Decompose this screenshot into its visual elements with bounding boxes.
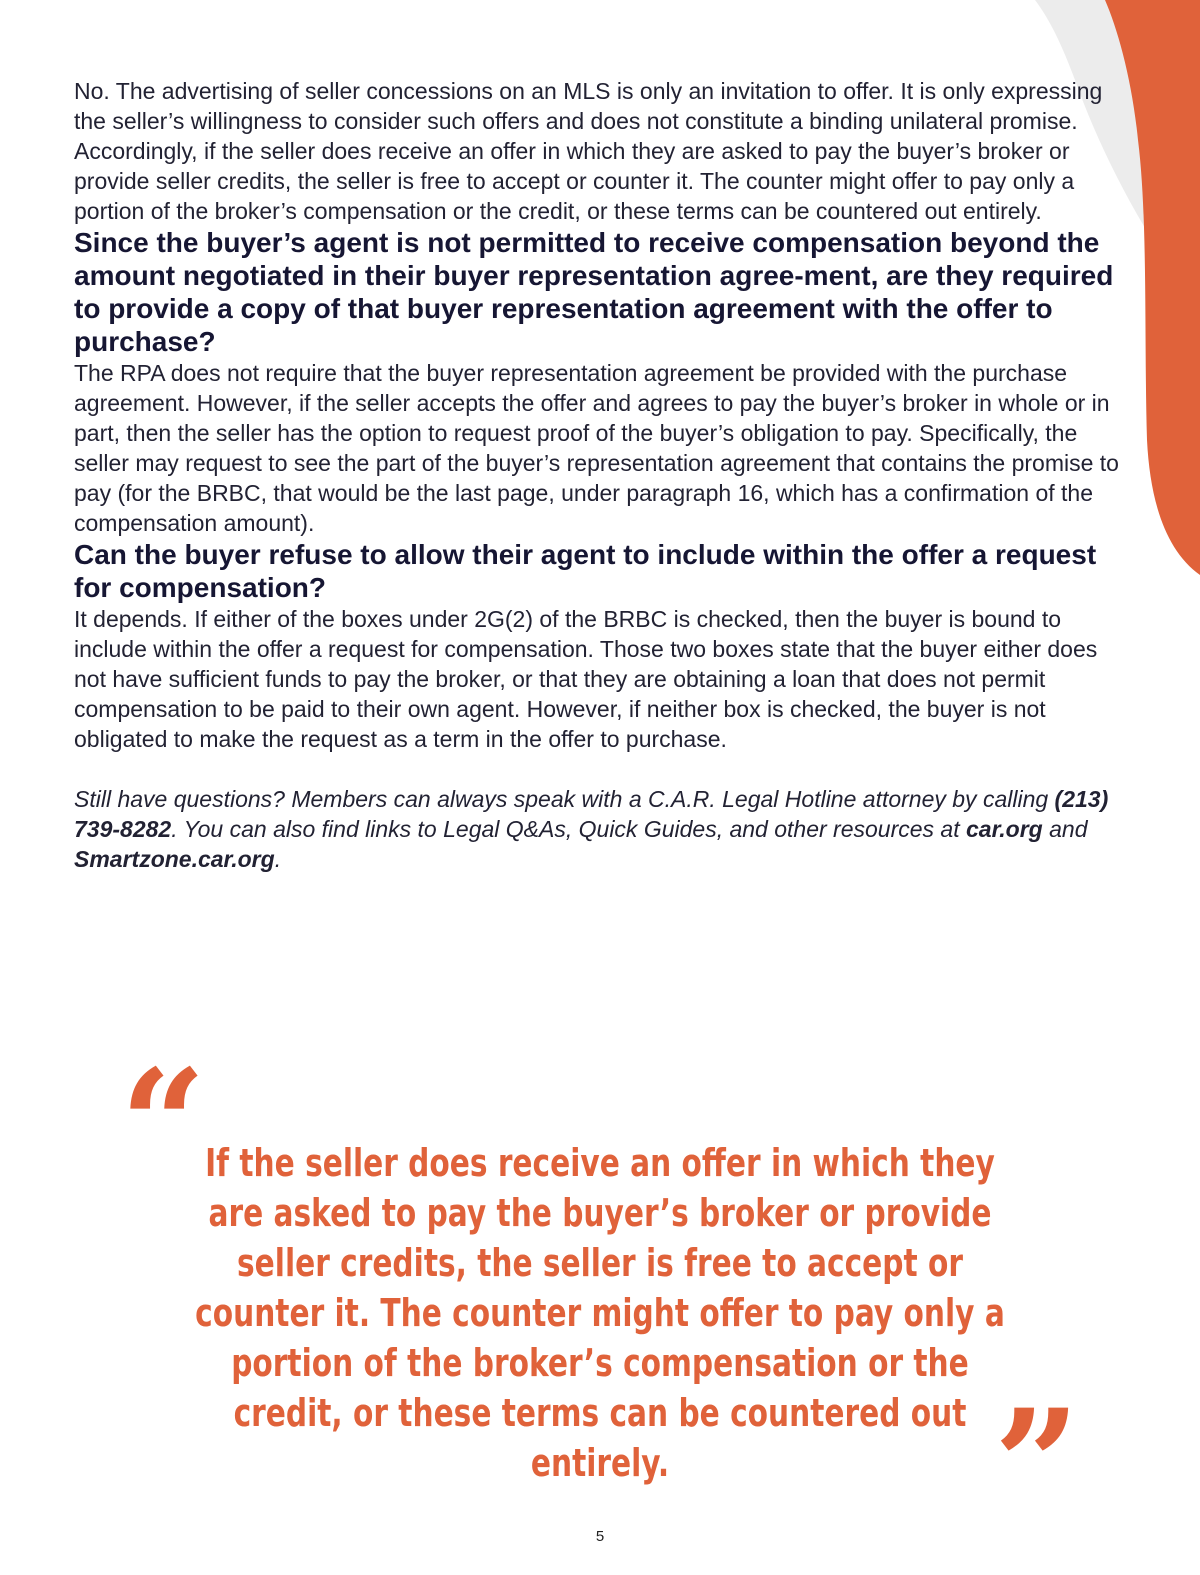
question-heading-refuse-request: Can the buyer refuse to allow their agent to include within the offer a request for compensation? [74,539,1097,603]
closing-note-lead: Still have questions? Members can always speak with a C.A.R. Legal Hotline attorney by calling [74,786,1055,812]
answer-paragraph-refuse-request: It depends. If either of the boxes under 2G(2) of the BRBC is checked, then the buyer is bound to include within the offer a request for compensation. Those two boxes state that the buyer either does not have sufficient funds to pay the broker, or that they are obtaining a loan that does not permit compensation to be paid to their own agent. However, if neither box is checked, the buyer is not obligated to make the request as a term in the offer to purchase. [74,606,1098,752]
closing-note-middle: . You can also find links to Legal Q&As, Quick Guides, and other resources at [171,816,966,842]
close-quote-icon: ” [993,1377,1080,1553]
closing-note-and: and [1042,816,1088,842]
closing-note-end: . [274,846,282,872]
page-number: 5 [595,1528,605,1545]
car-org-link[interactable]: car.org [966,816,1043,842]
pull-quote-block [80,1037,1120,1553]
smartzone-link[interactable]: Smartzone.car.org [74,846,275,872]
article-body [74,76,1134,897]
pull-quote-text: If the seller does receive an offer in which they are asked to pay the buyer’s broker or provide seller credits, the seller is free to accept or counter it. The counter might offer to pay only a portion of the broker’s compensation or the credit, or these terms can be countered out entirely. [195,1141,1005,1485]
hotline-phone[interactable]: (213) 739-8282 [74,786,1109,842]
closing-note [74,784,1134,874]
answer-paragraph-agreement-copy: The RPA does not require that the buyer representation agreement be provided with the purchase agreement. However, if the seller accepts the offer and agrees to pay the buyer’s broker in whole or in part, then the seller has the option to request proof of the buyer’s obligation to pay. Specifically, the seller may request to see the part of the buyer’s representation agreement that contains the promise to pay (for the BRBC, that would be the last page, under paragraph 16, which has a confirmation of the compensation amount). [74,360,1119,536]
question-heading-agreement-copy: Since the buyer’s agent is not permitted to receive compensation beyond the amount negotiated in their buyer representation agree-ment, are they required to provide a copy of that buyer representation agreement with the offer to purchase? [74,227,1114,357]
open-quote-icon: “ [120,1037,207,1213]
intro-paragraph: No. The advertising of seller concessions on an MLS is only an invitation to offer. It is only expressing the seller’s willingness to consider such offers and does not constitute a binding unilateral promise. Accordingly, if the seller does receive an offer in which they are asked to pay the buyer’s broker or provide seller credits, the seller is free to accept or counter it. The counter might offer to pay only a portion of the broker’s compensation or the credit, or these terms can be countered out entirely. [74,78,1103,224]
